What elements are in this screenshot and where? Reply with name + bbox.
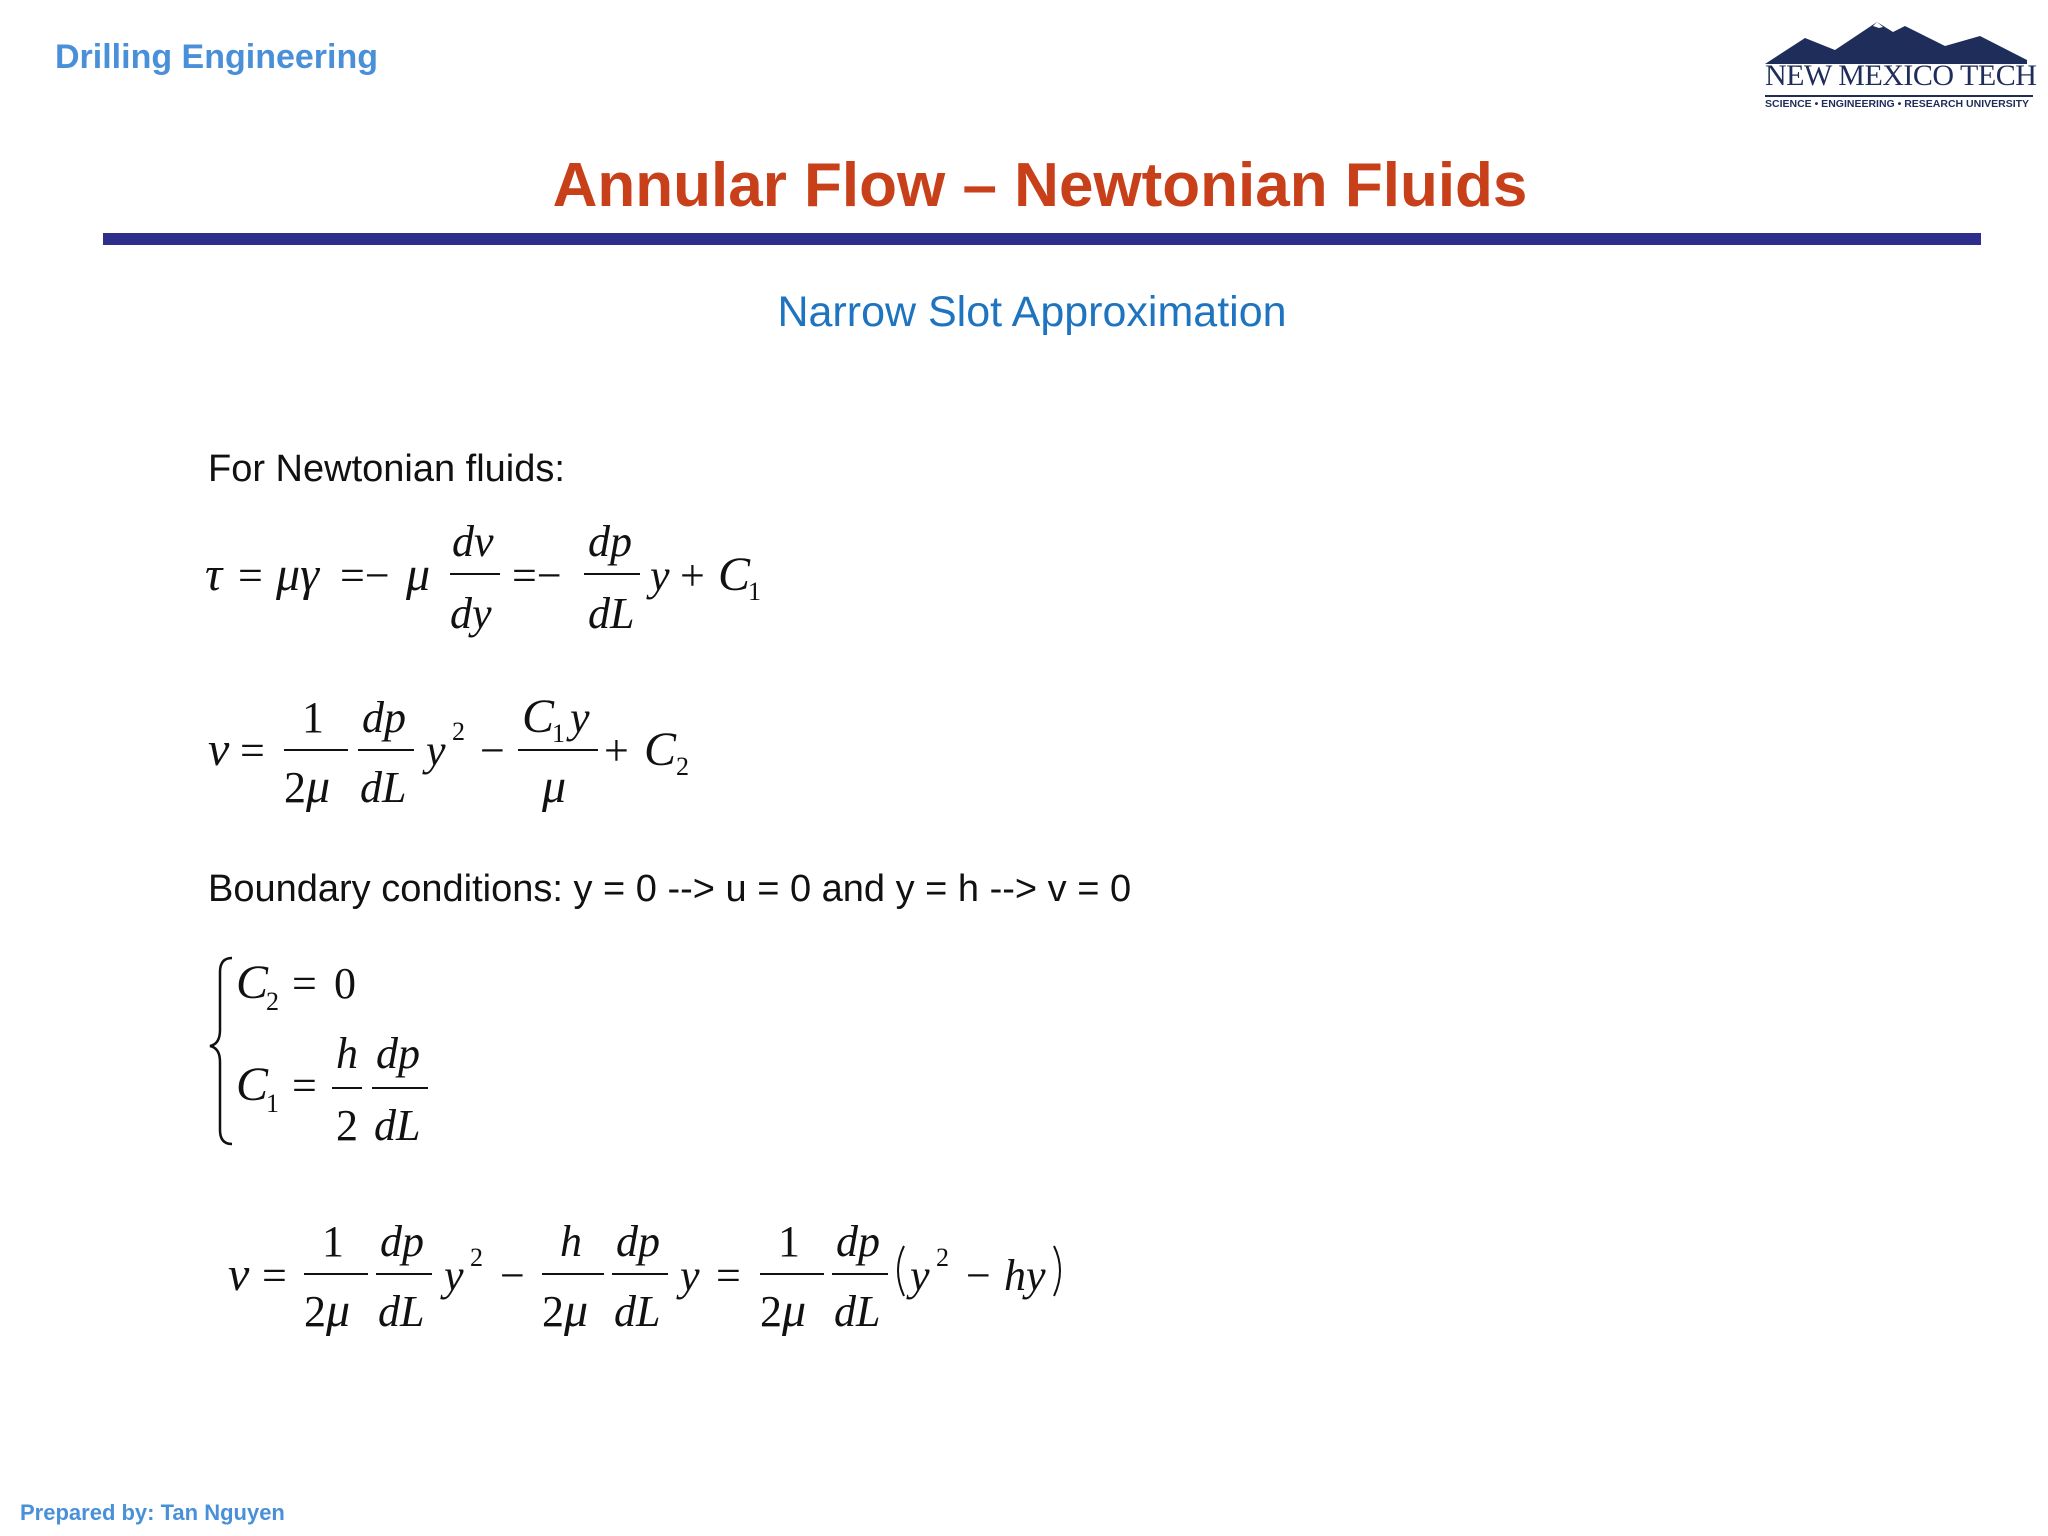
svg-text:−: −: [500, 1251, 525, 1300]
svg-text:dp: dp: [362, 693, 406, 742]
svg-text:y: y: [444, 1251, 464, 1300]
intro-text: For Newtonian fluids:: [208, 448, 565, 490]
svg-text:y: y: [910, 1251, 930, 1300]
svg-text:1: 1: [322, 1217, 344, 1266]
equation-shear-stress: [205, 517, 761, 638]
svg-text:2: 2: [284, 763, 306, 812]
svg-text:1: 1: [552, 719, 565, 748]
svg-text:+: +: [604, 726, 629, 775]
svg-text:=−: =−: [512, 551, 562, 600]
svg-text:dL: dL: [360, 763, 407, 812]
svg-text:C: C: [644, 723, 677, 776]
svg-text:τ: τ: [205, 548, 223, 601]
svg-text:2: 2: [760, 1287, 782, 1336]
svg-text:dL: dL: [614, 1287, 661, 1336]
svg-text:2: 2: [470, 1243, 483, 1272]
svg-text:2: 2: [452, 717, 465, 746]
svg-text:μ: μ: [306, 760, 331, 813]
svg-text:hy: hy: [1004, 1251, 1046, 1300]
boundary-text: Boundary conditions: y = 0 --> u = 0 and y = h --> v = 0: [208, 868, 1132, 910]
svg-text:dL: dL: [834, 1287, 881, 1336]
svg-text:2: 2: [336, 1101, 358, 1150]
svg-text:dp: dp: [376, 1029, 420, 1078]
svg-text:1: 1: [302, 693, 324, 742]
svg-text:μ: μ: [542, 760, 567, 813]
equation-constants: [210, 956, 428, 1150]
svg-text:2: 2: [936, 1243, 949, 1272]
svg-text:dp: dp: [380, 1217, 424, 1266]
svg-text:y: y: [680, 1251, 700, 1300]
svg-text:−: −: [480, 726, 505, 775]
svg-text:μ: μ: [326, 1284, 351, 1337]
svg-text:dL: dL: [374, 1101, 421, 1150]
svg-text:v: v: [208, 723, 230, 776]
svg-text:h: h: [336, 1029, 358, 1078]
svg-text:v: v: [228, 1248, 250, 1301]
svg-text:=: =: [262, 1251, 287, 1300]
svg-text:1: 1: [266, 1089, 279, 1118]
svg-text:2: 2: [542, 1287, 564, 1336]
equation-velocity-final: [228, 1217, 1060, 1337]
svg-text:C: C: [522, 690, 555, 743]
svg-text:C: C: [718, 548, 751, 601]
svg-text:μ: μ: [406, 548, 431, 601]
svg-text:y: y: [650, 551, 670, 600]
svg-text:C: C: [236, 1058, 269, 1111]
svg-text:=: =: [238, 551, 263, 600]
svg-text:μγ: μγ: [276, 548, 320, 601]
svg-text:=: =: [292, 959, 317, 1008]
svg-text:1: 1: [778, 1217, 800, 1266]
svg-text:C: C: [236, 956, 269, 1009]
svg-text:−: −: [966, 1251, 991, 1300]
logo-tagline: SCIENCE • ENGINEERING • RESEARCH UNIVERSITY: [1765, 98, 2030, 110]
prepared-by: Prepared by: Tan Nguyen: [20, 1500, 285, 1525]
course-title: Drilling Engineering: [55, 38, 379, 76]
svg-text:μ: μ: [782, 1284, 807, 1337]
slide-title: Annular Flow – Newtonian Fluids: [552, 151, 1528, 220]
svg-text:μ: μ: [564, 1284, 589, 1337]
equation-velocity-general: [208, 690, 689, 813]
svg-text:dL: dL: [588, 589, 635, 638]
svg-text:dL: dL: [378, 1287, 425, 1336]
svg-text:=: =: [292, 1061, 317, 1110]
logo-name: NEW MEXICO TECH: [1765, 59, 2037, 92]
svg-text:2: 2: [304, 1287, 326, 1336]
svg-text:=: =: [240, 726, 265, 775]
svg-text:=: =: [716, 1251, 741, 1300]
svg-text:1: 1: [748, 577, 761, 606]
svg-text:dv: dv: [452, 517, 494, 566]
svg-text:+: +: [680, 551, 705, 600]
svg-text:dp: dp: [588, 517, 632, 566]
svg-text:=−: =−: [340, 551, 390, 600]
svg-text:y: y: [570, 693, 590, 742]
svg-text:y: y: [426, 726, 446, 775]
svg-text:2: 2: [266, 987, 279, 1016]
svg-text:dy: dy: [450, 589, 492, 638]
svg-text:2: 2: [676, 752, 689, 781]
svg-text:dp: dp: [836, 1217, 880, 1266]
svg-text:dp: dp: [616, 1217, 660, 1266]
svg-text:h: h: [560, 1217, 582, 1266]
svg-text:0: 0: [334, 959, 356, 1008]
slide-subtitle: Narrow Slot Approximation: [777, 288, 1287, 336]
